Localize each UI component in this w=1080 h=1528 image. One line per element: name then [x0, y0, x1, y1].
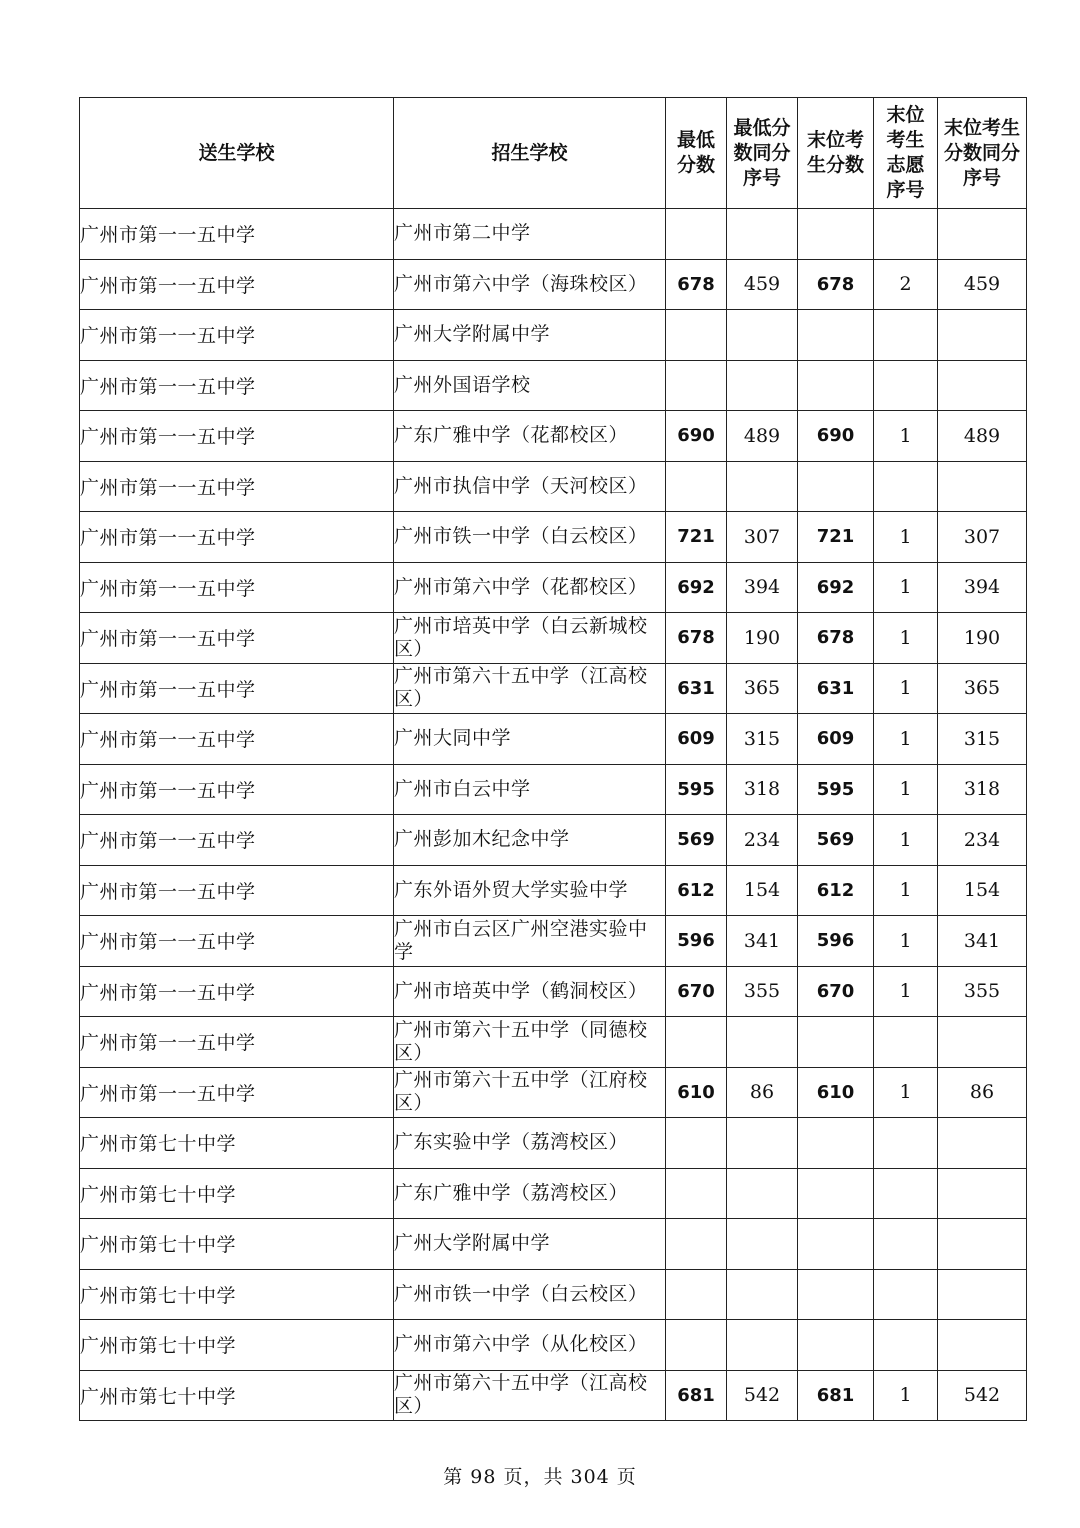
- cell-last-rank: [938, 1017, 1027, 1068]
- cell-min-score-rank: 365: [727, 663, 798, 714]
- cell-last-rank: 355: [938, 966, 1027, 1017]
- table-row: [80, 613, 1027, 664]
- cell-last-score: 678: [798, 613, 874, 664]
- cell-enrolling-school: 广州市白云中学: [394, 764, 666, 815]
- header-last-score: 末位考 生分数: [798, 98, 874, 209]
- cell-last-choice: 1: [874, 966, 938, 1017]
- cell-last-rank: 318: [938, 764, 1027, 815]
- cell-min-score: [666, 1168, 727, 1219]
- cell-last-choice: [874, 1168, 938, 1219]
- cell-last-rank: [938, 1320, 1027, 1371]
- cell-last-choice: 1: [874, 512, 938, 563]
- table-row: [80, 360, 1027, 411]
- table-row: [80, 1320, 1027, 1371]
- cell-min-score: 631: [666, 663, 727, 714]
- cell-min-score: [666, 461, 727, 512]
- cell-min-score: [666, 360, 727, 411]
- cell-sender-school: 广州市第一一五中学: [80, 815, 394, 866]
- table-header-row: [80, 98, 1027, 209]
- cell-enrolling-school: 广州大同中学: [394, 714, 666, 765]
- cell-last-rank: 190: [938, 613, 1027, 664]
- cell-last-score: 610: [798, 1067, 874, 1118]
- header-min-score-rank: 最低分 数同分 序号: [727, 98, 798, 209]
- cell-sender-school: 广州市第七十中学: [80, 1320, 394, 1371]
- table-row: [80, 1168, 1027, 1219]
- cell-min-score-rank: 307: [727, 512, 798, 563]
- cell-last-rank: [938, 360, 1027, 411]
- table-row: [80, 1118, 1027, 1169]
- table-row: [80, 1067, 1027, 1118]
- cell-min-score-rank: 394: [727, 562, 798, 613]
- cell-last-rank: [938, 209, 1027, 260]
- cell-sender-school: 广州市第七十中学: [80, 1370, 394, 1421]
- cell-last-rank: 154: [938, 865, 1027, 916]
- cell-last-score: 569: [798, 815, 874, 866]
- table-row: [80, 209, 1027, 260]
- cell-last-choice: 1: [874, 916, 938, 967]
- cell-sender-school: 广州市第一一五中学: [80, 562, 394, 613]
- cell-min-score: 692: [666, 562, 727, 613]
- table-row: [80, 310, 1027, 361]
- cell-last-score: [798, 1269, 874, 1320]
- cell-min-score-rank: 318: [727, 764, 798, 815]
- cell-enrolling-school: 广州大学附属中学: [394, 310, 666, 361]
- cell-min-score: [666, 209, 727, 260]
- cell-last-score: 595: [798, 764, 874, 815]
- cell-min-score-rank: 341: [727, 916, 798, 967]
- cell-enrolling-school: 广州市第六中学（花都校区）: [394, 562, 666, 613]
- cell-min-score-rank: [727, 1269, 798, 1320]
- header-last-rank: 末位考生 分数同分 序号: [938, 98, 1027, 209]
- cell-last-score: 596: [798, 916, 874, 967]
- cell-last-rank: 234: [938, 815, 1027, 866]
- cell-last-rank: 341: [938, 916, 1027, 967]
- cell-last-score: [798, 1017, 874, 1068]
- cell-sender-school: 广州市第一一五中学: [80, 411, 394, 462]
- cell-enrolling-school: 广东实验中学（荔湾校区）: [394, 1118, 666, 1169]
- cell-min-score-rank: 459: [727, 259, 798, 310]
- cell-min-score: [666, 310, 727, 361]
- cell-min-score: 681: [666, 1370, 727, 1421]
- cell-enrolling-school: 广州市执信中学（天河校区）: [394, 461, 666, 512]
- cell-enrolling-school: 广州市第二中学: [394, 209, 666, 260]
- table-row: [80, 1269, 1027, 1320]
- header-enrolling-school: 招生学校: [394, 98, 666, 209]
- header-min-score: 最低 分数: [666, 98, 727, 209]
- cell-last-score: [798, 1118, 874, 1169]
- cell-enrolling-school: 广州市第六十五中学（江高校区）: [394, 663, 666, 714]
- cell-last-choice: [874, 1017, 938, 1068]
- cell-last-score: [798, 209, 874, 260]
- cell-last-choice: 1: [874, 411, 938, 462]
- cell-last-score: [798, 461, 874, 512]
- table-row: [80, 259, 1027, 310]
- cell-enrolling-school: 广州市第六十五中学（江府校区）: [394, 1067, 666, 1118]
- cell-sender-school: 广州市第一一五中学: [80, 1017, 394, 1068]
- cell-last-score: [798, 1219, 874, 1270]
- table-row: [80, 461, 1027, 512]
- cell-last-choice: [874, 1219, 938, 1270]
- cell-last-choice: 1: [874, 815, 938, 866]
- cell-last-choice: 1: [874, 663, 938, 714]
- cell-enrolling-school: 广东广雅中学（花都校区）: [394, 411, 666, 462]
- cell-last-rank: 307: [938, 512, 1027, 563]
- table-row: [80, 512, 1027, 563]
- cell-min-score-rank: 190: [727, 613, 798, 664]
- cell-enrolling-school: 广州市白云区广州空港实验中学: [394, 916, 666, 967]
- cell-last-choice: [874, 1320, 938, 1371]
- cell-last-rank: 459: [938, 259, 1027, 310]
- table-row: [80, 411, 1027, 462]
- cell-sender-school: 广州市第一一五中学: [80, 209, 394, 260]
- table-row: [80, 1219, 1027, 1270]
- cell-min-score: 609: [666, 714, 727, 765]
- cell-min-score-rank: [727, 1017, 798, 1068]
- cell-last-choice: [874, 209, 938, 260]
- cell-enrolling-school: 广州市培英中学（鹤洞校区）: [394, 966, 666, 1017]
- cell-sender-school: 广州市第七十中学: [80, 1168, 394, 1219]
- cell-sender-school: 广州市第一一五中学: [80, 310, 394, 361]
- cell-min-score: [666, 1269, 727, 1320]
- cell-last-score: 612: [798, 865, 874, 916]
- table-row: [80, 714, 1027, 765]
- cell-min-score-rank: 86: [727, 1067, 798, 1118]
- table-row: [80, 916, 1027, 967]
- cell-sender-school: 广州市第七十中学: [80, 1219, 394, 1270]
- cell-last-choice: 1: [874, 865, 938, 916]
- cell-enrolling-school: 广州外国语学校: [394, 360, 666, 411]
- cell-min-score: [666, 1320, 727, 1371]
- cell-min-score-rank: 489: [727, 411, 798, 462]
- cell-last-choice: 1: [874, 1370, 938, 1421]
- cell-min-score: 670: [666, 966, 727, 1017]
- cell-sender-school: 广州市第一一五中学: [80, 966, 394, 1017]
- cell-last-choice: [874, 461, 938, 512]
- cell-last-rank: 489: [938, 411, 1027, 462]
- cell-last-choice: 2: [874, 259, 938, 310]
- cell-enrolling-school: 广州市培英中学（白云新城校区）: [394, 613, 666, 664]
- cell-enrolling-school: 广州市第六中学（从化校区）: [394, 1320, 666, 1371]
- cell-enrolling-school: 广东广雅中学（荔湾校区）: [394, 1168, 666, 1219]
- cell-min-score-rank: [727, 461, 798, 512]
- cell-min-score: [666, 1017, 727, 1068]
- table-row: [80, 1017, 1027, 1068]
- cell-last-choice: [874, 360, 938, 411]
- cell-last-score: 721: [798, 512, 874, 563]
- table-row: [80, 815, 1027, 866]
- cell-enrolling-school: 广州市铁一中学（白云校区）: [394, 512, 666, 563]
- cell-last-score: 609: [798, 714, 874, 765]
- cell-last-score: [798, 1168, 874, 1219]
- table-row: [80, 764, 1027, 815]
- cell-min-score-rank: 355: [727, 966, 798, 1017]
- cell-sender-school: 广州市第一一五中学: [80, 764, 394, 815]
- cell-enrolling-school: 广州市第六中学（海珠校区）: [394, 259, 666, 310]
- cell-sender-school: 广州市第一一五中学: [80, 461, 394, 512]
- cell-sender-school: 广州市第一一五中学: [80, 512, 394, 563]
- cell-last-score: 678: [798, 259, 874, 310]
- admission-score-table: [79, 97, 1027, 1421]
- cell-last-choice: [874, 310, 938, 361]
- cell-last-rank: 86: [938, 1067, 1027, 1118]
- cell-last-choice: [874, 1269, 938, 1320]
- cell-sender-school: 广州市第一一五中学: [80, 865, 394, 916]
- table-row: [80, 1370, 1027, 1421]
- cell-last-choice: 1: [874, 764, 938, 815]
- cell-min-score: [666, 1118, 727, 1169]
- cell-enrolling-school: 广州市第六十五中学（同德校区）: [394, 1017, 666, 1068]
- cell-sender-school: 广州市第一一五中学: [80, 1067, 394, 1118]
- cell-min-score: 569: [666, 815, 727, 866]
- cell-last-rank: [938, 1168, 1027, 1219]
- cell-last-score: 631: [798, 663, 874, 714]
- cell-min-score-rank: [727, 360, 798, 411]
- cell-last-rank: 394: [938, 562, 1027, 613]
- cell-enrolling-school: 广州市铁一中学（白云校区）: [394, 1269, 666, 1320]
- page-number: 第 98 页，共 304 页: [443, 1466, 637, 1488]
- cell-sender-school: 广州市第一一五中学: [80, 916, 394, 967]
- cell-min-score: 690: [666, 411, 727, 462]
- cell-last-score: [798, 1320, 874, 1371]
- cell-min-score-rank: 234: [727, 815, 798, 866]
- header-sender-school: 送生学校: [80, 98, 394, 209]
- cell-min-score-rank: 542: [727, 1370, 798, 1421]
- cell-sender-school: 广州市第一一五中学: [80, 663, 394, 714]
- cell-enrolling-school: 广东外语外贸大学实验中学: [394, 865, 666, 916]
- table-row: [80, 966, 1027, 1017]
- table-body: [80, 209, 1027, 1421]
- cell-min-score: [666, 1219, 727, 1270]
- cell-last-score: 690: [798, 411, 874, 462]
- cell-min-score-rank: 315: [727, 714, 798, 765]
- cell-enrolling-school: 广州大学附属中学: [394, 1219, 666, 1270]
- header-last-choice: 末位 考生 志愿 序号: [874, 98, 938, 209]
- cell-last-score: [798, 360, 874, 411]
- cell-last-rank: 315: [938, 714, 1027, 765]
- cell-last-score: 681: [798, 1370, 874, 1421]
- cell-enrolling-school: 广州彭加木纪念中学: [394, 815, 666, 866]
- cell-last-choice: 1: [874, 562, 938, 613]
- cell-last-rank: [938, 1118, 1027, 1169]
- cell-min-score: 610: [666, 1067, 727, 1118]
- cell-min-score-rank: [727, 310, 798, 361]
- cell-last-choice: 1: [874, 714, 938, 765]
- cell-last-rank: 542: [938, 1370, 1027, 1421]
- cell-sender-school: 广州市第七十中学: [80, 1269, 394, 1320]
- cell-min-score: 678: [666, 259, 727, 310]
- cell-sender-school: 广州市第一一五中学: [80, 360, 394, 411]
- cell-min-score: 612: [666, 865, 727, 916]
- cell-min-score: 596: [666, 916, 727, 967]
- cell-last-rank: [938, 461, 1027, 512]
- cell-sender-school: 广州市第七十中学: [80, 1118, 394, 1169]
- cell-sender-school: 广州市第一一五中学: [80, 613, 394, 664]
- cell-min-score-rank: [727, 1118, 798, 1169]
- cell-min-score: 595: [666, 764, 727, 815]
- cell-min-score-rank: [727, 209, 798, 260]
- cell-last-rank: [938, 1219, 1027, 1270]
- cell-min-score-rank: 154: [727, 865, 798, 916]
- cell-enrolling-school: 广州市第六十五中学（江高校区）: [394, 1370, 666, 1421]
- table-row: [80, 562, 1027, 613]
- cell-sender-school: 广州市第一一五中学: [80, 259, 394, 310]
- cell-min-score-rank: [727, 1320, 798, 1371]
- cell-last-score: 692: [798, 562, 874, 613]
- cell-last-choice: [874, 1118, 938, 1169]
- cell-last-score: [798, 310, 874, 361]
- cell-min-score-rank: [727, 1168, 798, 1219]
- table-row: [80, 865, 1027, 916]
- cell-last-rank: [938, 310, 1027, 361]
- cell-last-rank: 365: [938, 663, 1027, 714]
- cell-min-score-rank: [727, 1219, 798, 1270]
- cell-min-score: 678: [666, 613, 727, 664]
- cell-last-rank: [938, 1269, 1027, 1320]
- cell-last-score: 670: [798, 966, 874, 1017]
- cell-last-choice: 1: [874, 1067, 938, 1118]
- cell-min-score: 721: [666, 512, 727, 563]
- table-row: [80, 663, 1027, 714]
- cell-sender-school: 广州市第一一五中学: [80, 714, 394, 765]
- cell-last-choice: 1: [874, 613, 938, 664]
